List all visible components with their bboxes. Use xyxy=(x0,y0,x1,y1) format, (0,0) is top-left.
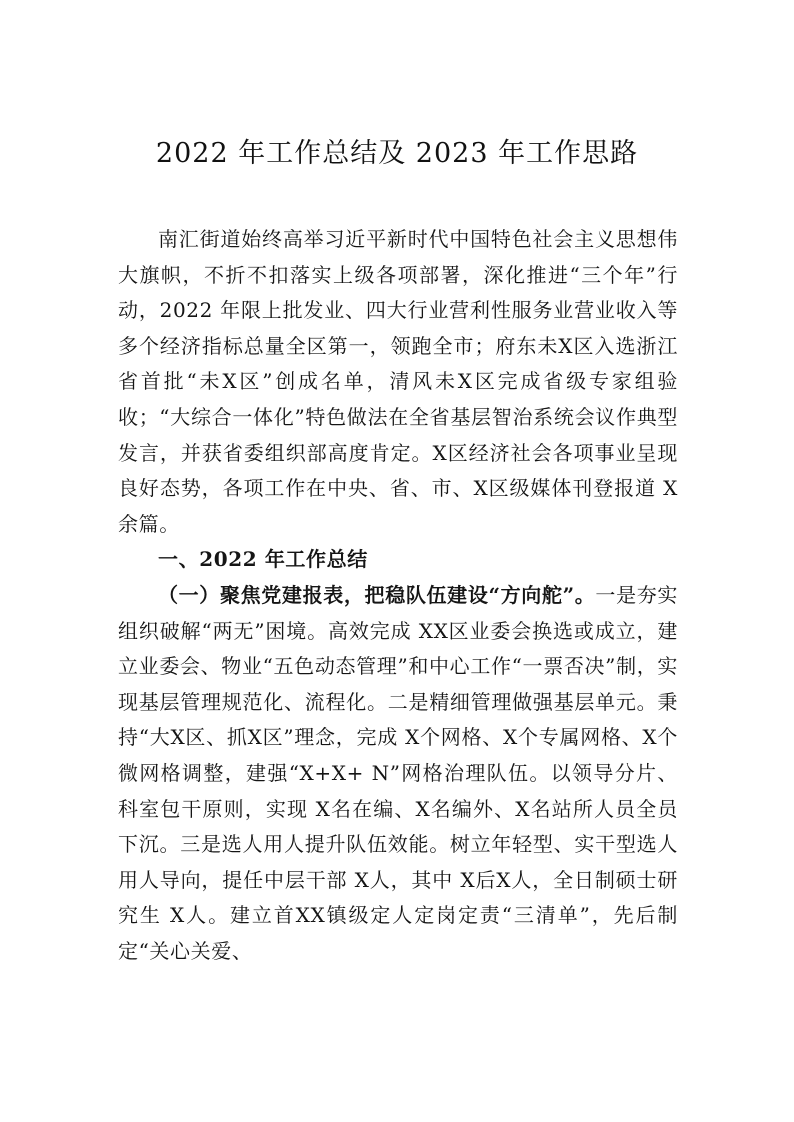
subsection-heading: （一）聚焦党建报表，把稳队伍建设“方向舵”。 xyxy=(158,582,596,607)
subsection-text: 一是夯实组织破解“两无”困境。高效完成 XX区业委会换选或成立，建立业委会、物业“五色动态管理”和中心工作“一票否决”制，实现基层管理规范化、流程化。二是精细管理做强基层单元。秉持“大X区、抓X区”理念，完成 X个网格、X个专属网格、X个微网格调整，建强“X+X+ N”网格治理队伍。以领导分片、科室包干原则，实现 X名在编、X名编外、X名站所人员全员下沉。三是选人用人提升队伍效能。树立年轻型、实干型选人用人导向，提任中层干部 X人，其中 X后X人，全日制硕士研究生 X人。建立首XX镇级定人定岗定责“三清单”，先后制定“关心关爱、 xyxy=(118,582,678,963)
document-body xyxy=(118,222,678,969)
section-heading: 一、2022 年工作总结 xyxy=(158,547,368,572)
document-title: 2022 年工作总结及 2023 年工作思路 xyxy=(155,138,639,169)
subsection-paragraph xyxy=(118,578,678,970)
intro-paragraph: 南汇街道始终高举习近平新时代中国特色社会主义思想伟大旗帜，不折不扣落实上级各项部署，深化推进“三个年”行动，2022 年限上批发业、四大行业营利性服务业营业收入等多个经济指标总量全区第一，领跑全市；府东未X区入选浙江省首批“未X区”创成名单，清风未X区完成省级专家组验收；“大综合一体化”特色做法在全省基层智治系统会议作典型发言，并获省委组织部高度肯定。X区经济社会各项事业呈现良好态势，各项工作在中央、省、市、X区级媒体刊登报道 X余篇。 xyxy=(118,227,678,536)
